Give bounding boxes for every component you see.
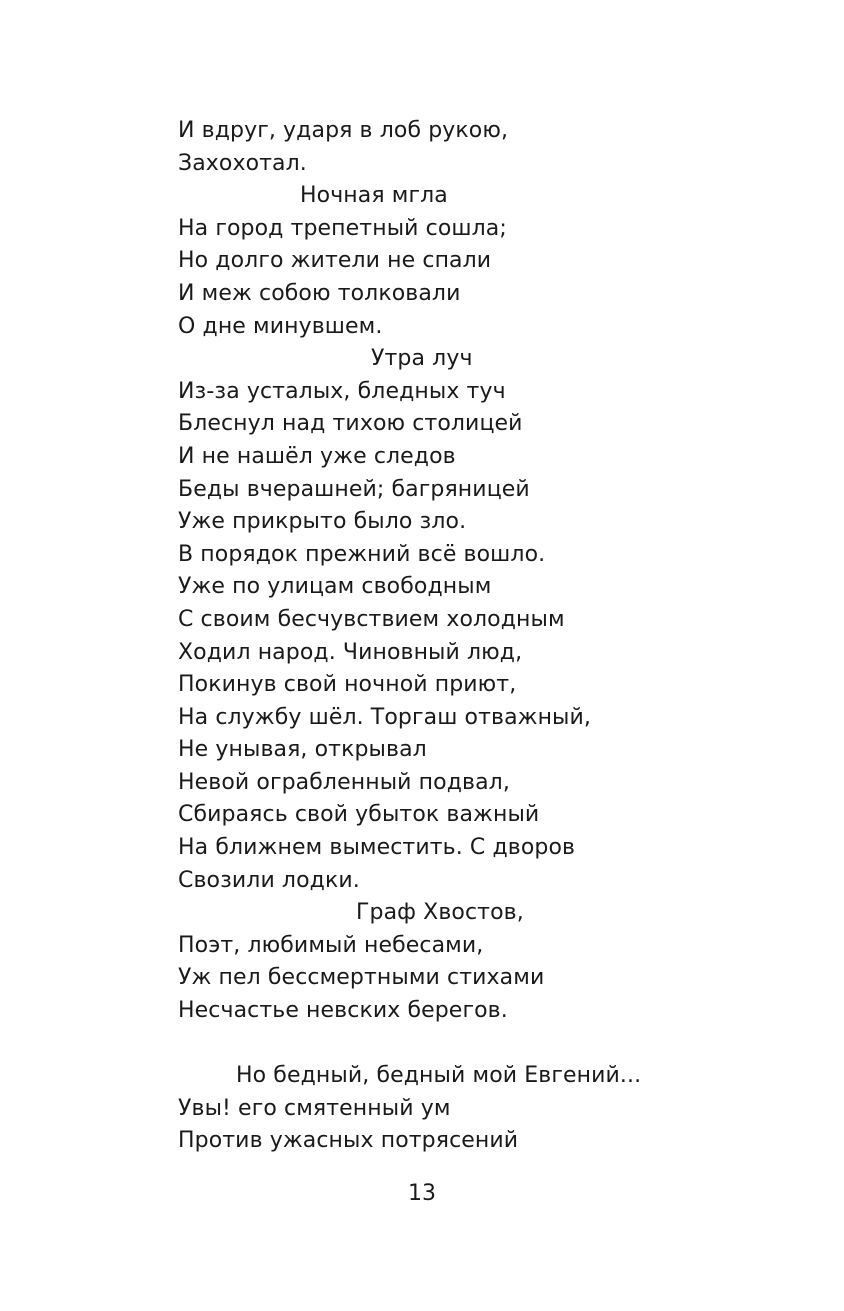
verse-line: На ближнем выместить. С дворов bbox=[178, 835, 576, 861]
verse-line: И вдруг, ударя в лоб рукою, bbox=[178, 118, 509, 143]
verse-line: Сбираясь свой убыток важный bbox=[178, 802, 540, 828]
verse-line: Несчастье невских берегов. bbox=[178, 998, 508, 1024]
verse-line: Уж пел бессмертными стихами bbox=[178, 965, 545, 991]
verse-line: Но бедный, бедный мой Евгений... bbox=[236, 1063, 642, 1089]
verse-line: Утра луч bbox=[371, 346, 473, 372]
verse-line: Но долго жители не спали bbox=[178, 248, 492, 274]
verse-line: О дне минувшем. bbox=[178, 313, 383, 339]
verse-line: Не унывая, открывал bbox=[178, 737, 427, 763]
verse-line: На службу шёл. Торгаш отважный, bbox=[178, 704, 592, 730]
verse-line: И меж собою толковали bbox=[178, 280, 461, 306]
verse-line: Свозили лодки. bbox=[178, 867, 360, 893]
verse-line: Ходил народ. Чиновный люд, bbox=[178, 639, 523, 665]
verse-line: Против ужасных потрясений bbox=[178, 1128, 519, 1154]
verse-line: Невой ограбленный подвал, bbox=[178, 769, 510, 795]
stanza-break bbox=[178, 1028, 798, 1061]
verse-line: С своим бесчувствием холодным bbox=[178, 606, 565, 632]
verse-line: Из-за усталых, бледных туч bbox=[178, 378, 506, 404]
verse-line: Блеснул над тихою столицей bbox=[178, 411, 523, 437]
page-number: 13 bbox=[408, 1181, 436, 1206]
verse-line: Уже по улицам свободным bbox=[178, 574, 492, 600]
poem-text bbox=[178, 115, 798, 1158]
verse-line: Уже прикрыто было зло. bbox=[178, 509, 467, 535]
verse-line: Поэт, любимый небесами, bbox=[178, 932, 484, 958]
verse-line: Ночная мгла bbox=[300, 183, 448, 209]
verse-line: Покинув свой ночной приют, bbox=[178, 672, 517, 698]
verse-line: Захохотал. bbox=[178, 150, 307, 176]
verse-line: Беды вчерашней; багряницей bbox=[178, 476, 530, 502]
verse-line: В порядок прежний всё вошло. bbox=[178, 541, 546, 567]
verse-line: Граф Хвостов, bbox=[356, 900, 524, 926]
verse-line: И не нашёл уже следов bbox=[178, 443, 456, 469]
verse-line: На город трепетный сошла; bbox=[178, 215, 507, 241]
verse-line: Увы! его смятенный ум bbox=[178, 1095, 451, 1121]
